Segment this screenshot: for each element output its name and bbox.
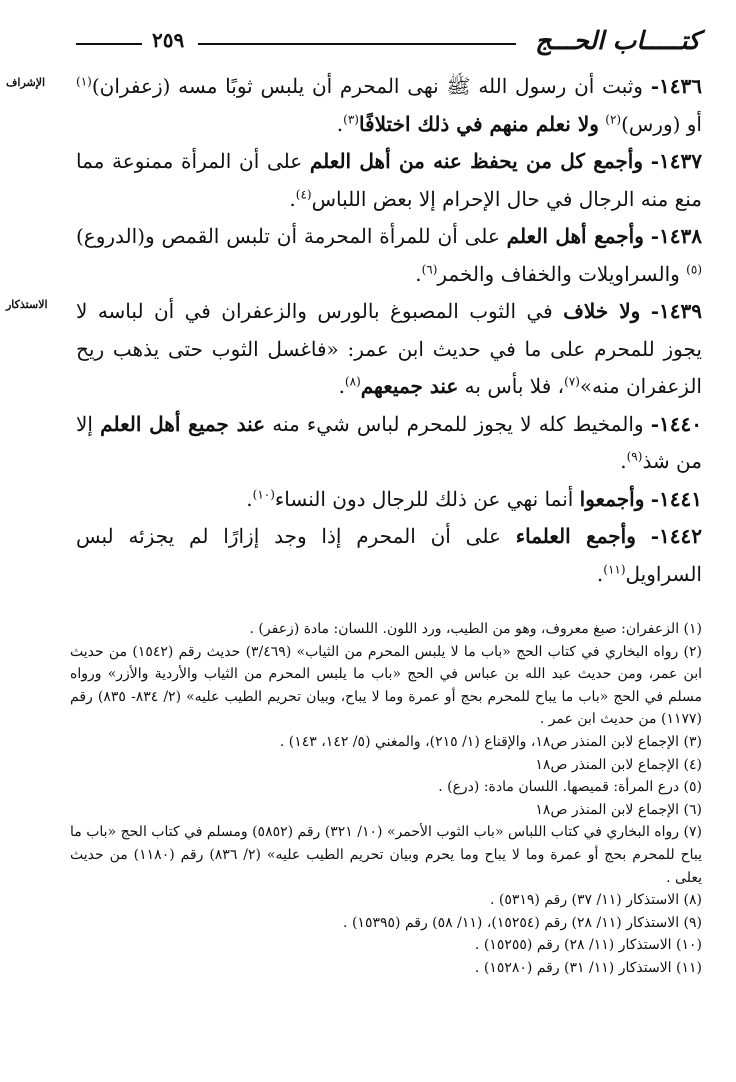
footnotes	[70, 618, 702, 980]
footnote: (٦) الإجماع لابن المنذر ص١٨	[535, 801, 702, 818]
paragraph-number: ١٤٤٢-	[650, 524, 702, 548]
footnote: (٣) الإجماع لابن المنذر ص١٨، والإقناع (١/ ٢١٥)، والمغني (٥/ ١٤٢، ١٤٣) .	[279, 733, 702, 750]
paragraph-text: وأجمعوا أنما نهي عن ذلك للرجال دون النساء$^{(١٠)}$.	[246, 486, 645, 511]
footnote: (١١) الاستذكار (١١/ ٣١) رقم (١٥٢٨٠) .	[474, 959, 702, 976]
footnote: (١) الزعفران: صبغ معروف، وهو من الطيب، ورد اللون. اللسان: مادة (زعفر) .	[249, 621, 702, 637]
footnote: (٤) الإجماع لابن المنذر ص١٨	[535, 756, 702, 773]
paragraph-number: ١٤٤١-	[650, 486, 702, 511]
footnote: (٨) الاستذكار (١١/ ٣٧) رقم (٥٣١٩) .	[489, 892, 702, 909]
paragraph-text: وأجمع كل من يحفظ عنه من أهل العلم على أن المرأة ممنوعة مما منع منه الرجال في حال الإحرام إلا بعض اللباس$^{(٤)}$.	[76, 149, 702, 211]
footnote: (٩) الاستذكار (١١/ ٢٨) رقم (١٥٢٥٤)، (١١/ ٥٨) رقم (١٥٣٩٥) .	[343, 914, 702, 931]
paragraph	[76, 68, 702, 143]
chapter-title: كتـــــاب الحـــج	[535, 26, 700, 55]
footnote: (٥) درع المرأة: قميصها. اللسان مادة: (درع) .	[438, 779, 702, 796]
side-note-ishraf: الإشراف	[6, 76, 46, 89]
paragraph	[76, 293, 702, 406]
paragraph-text: والمخيط كله لا يجوز للمحرم لباس شيء منه عند جميع أهل العلم إلا من شذ$^{(٩)}$.	[76, 411, 702, 473]
footnote: (٢) رواه البخاري في كتاب الحج «باب ما لا يلبس المحرم من الثياب» (٣/٤٦٩) حديث رقم (١٥٤٢) من حديث ابن عمر، ومن حديث عبد الله بن عباس في الحج «باب ما يلبس المحرم من الثياب والأردية والأزر» ورواه مسلم في الحج «باب ما يباح للمحرم بحج أو عمرة وما لا يباح، وبيان تحريم الطيب عليه» (٢/ ٨٣٤- ٨٣٥) رقم (١١٧٧) من حديث ابن عمر .	[70, 643, 703, 728]
paragraph	[76, 406, 702, 481]
page-number: ٢٥٩	[152, 28, 185, 52]
footnote: (٧) رواه البخاري في كتاب اللباس «باب الثوب الأحمر» (١٠/ ٣٢١) رقم (٥٨٥٢) ومسلم في كتاب الحج «باب ما يباح للمحرم بحج أو عمرة وما لا يباح وما يحرم وبيان تحريم الطيب عليه» (٢/ ٨٣٦) رقم (١١٨٠) من حديث يعلى .	[70, 824, 702, 886]
paragraph	[76, 481, 702, 519]
header-rule-left	[76, 43, 142, 45]
running-header	[70, 24, 700, 64]
footnote: (١٠) الاستذكار (١١/ ٢٨) رقم (١٥٢٥٥) .	[474, 937, 702, 954]
paragraph-text: وأجمع أهل العلم على أن للمرأة المحرمة أن تلبس القمص و(الدروع)$^{(٥)}$ والسراويلات والخفاف والخمر$^{(٦)}$.	[76, 224, 702, 286]
paragraph-text: وأجمع العلماء على أن المحرم إذا وجد إزارًا لم يجزئه لبس السراويل$^{(١١)}$.	[76, 524, 702, 586]
paragraph-number: ١٤٣٨-	[650, 224, 702, 248]
paragraph-number: ١٤٣٧-	[650, 149, 702, 173]
paragraph-text: وثبت أن رسول الله ﷺ نهى المحرم أن يلبس ثوبًا مسه (زعفران)$^{(١)}$ أو (ورس)$^{(٢)}$ ولا نعلم منهم في ذلك اختلافًا$^{(٣)}$.	[76, 74, 702, 136]
footnote-separator	[76, 606, 702, 607]
main-text	[76, 68, 702, 593]
paragraph-number: ١٤٣٦-	[650, 74, 702, 98]
paragraph-text: ولا خلاف في الثوب المصبوغ بالورس والزعفران في أن لباسه لا يجوز للمحرم على ما في حديث ابن عمر: «فاغسل الثوب حتى يذهب ريح الزعفران منه»$^{(٧)}$، فلا بأس به عند جميعهم$^{(٨)}$.	[76, 299, 702, 398]
paragraph-number: ١٤٤٠-	[650, 411, 702, 436]
paragraph	[76, 218, 702, 293]
paragraph	[76, 143, 702, 218]
header-rule-middle	[198, 43, 516, 45]
paragraph	[76, 518, 702, 593]
paragraph-number: ١٤٣٩-	[650, 299, 702, 323]
side-note-istidhkar: الاستذكار	[6, 298, 48, 311]
